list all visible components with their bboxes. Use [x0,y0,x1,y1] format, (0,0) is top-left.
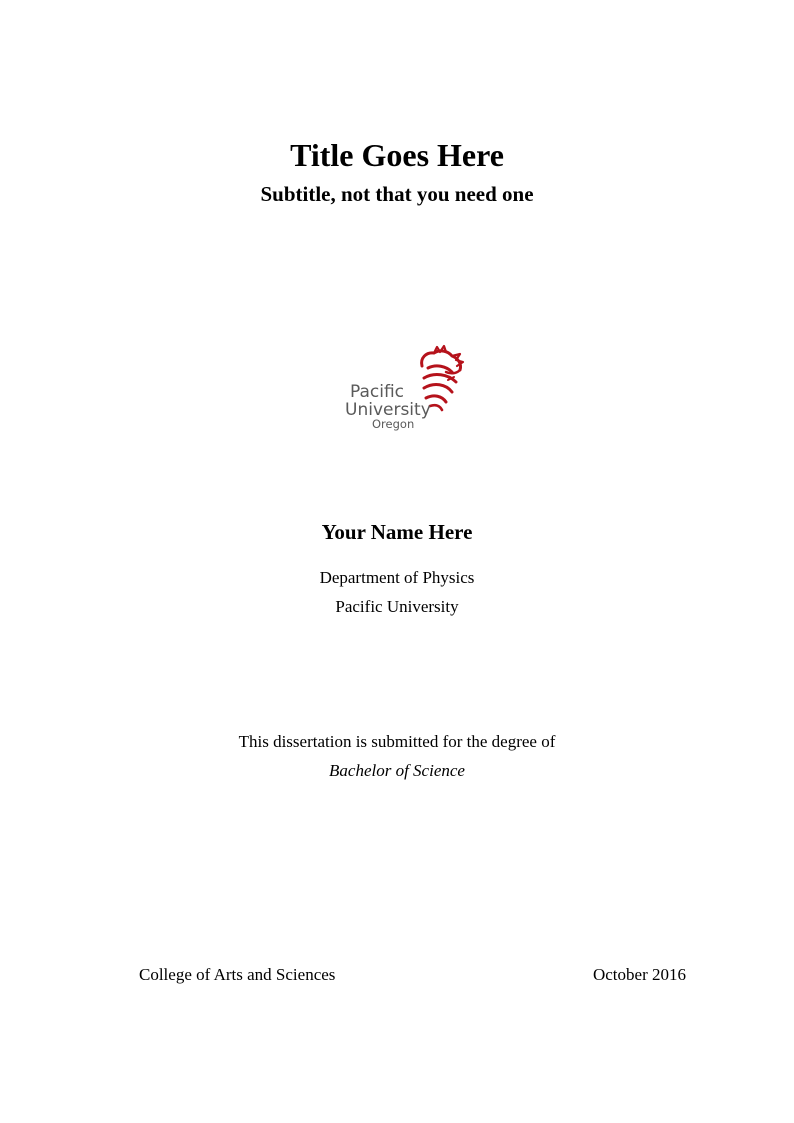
university-logo [336,344,472,436]
college-name: College of Arts and Sciences [139,965,336,984]
author-name: Your Name Here [321,520,473,544]
logo-text-pacific: Pacific [350,382,405,402]
logo-text-university: University [345,400,431,420]
department: Department of Physics [319,568,475,587]
logo-text-oregon: Oregon [372,417,415,431]
thesis-subtitle: Subtitle, not that you need one [260,182,534,206]
degree-name: Bachelor of Science [329,761,465,780]
thesis-title: Title Goes Here [290,137,504,173]
submission-date: October 2016 [592,965,686,984]
university-name: Pacific University [335,597,459,616]
submission-statement: This dissertation is submitted for the degree of [238,732,556,751]
